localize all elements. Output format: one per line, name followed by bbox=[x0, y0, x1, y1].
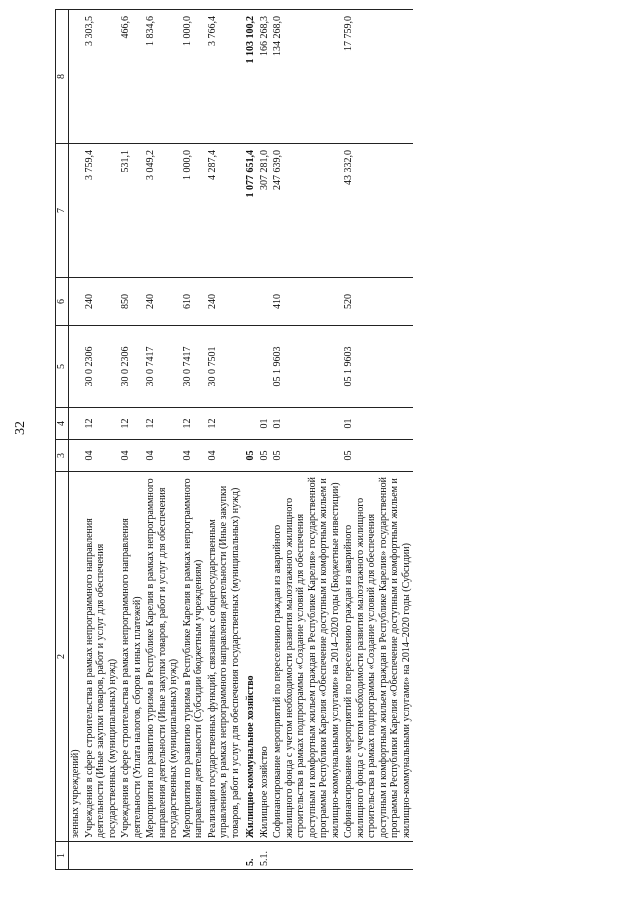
subsection-code bbox=[69, 408, 83, 440]
amount-col-8: 466,6 bbox=[119, 10, 144, 144]
row-number bbox=[83, 842, 120, 870]
target-article bbox=[258, 326, 272, 408]
amount-col-8: 134 268,0 bbox=[271, 10, 342, 144]
subsection-code: 12 bbox=[83, 408, 120, 440]
amount-col-7: 4 287,4 bbox=[206, 144, 243, 278]
section-code bbox=[69, 440, 83, 472]
target-article: 30 0 7417 bbox=[181, 326, 206, 408]
expense-type: 610 bbox=[181, 278, 206, 326]
amount-col-7: 307 281,0 bbox=[258, 144, 272, 278]
header-cell: 2 bbox=[56, 472, 69, 842]
header-cell: 4 bbox=[56, 408, 69, 440]
row-name: Мероприятия по развитию туризма в Республике Карелия в рамках непрограммного направления деятельности (Субсидии бюджетным учреждениям) bbox=[181, 472, 206, 842]
row-number bbox=[342, 842, 413, 870]
row-name: Учреждения в сфере строительства в рамках непрограммного направления деятельности (Иные закупки товаров, работ и услуг для обеспечения государственных (муниципальных) нужд) bbox=[83, 472, 120, 842]
row-name: Софинансирование мероприятий по переселению граждан из аварийного жилищного фонда с учетом необходимости развития малоэтажного жилищного строительства в рамках подпрограммы «Создание условий для обеспечения доступным и комфортным жильем граждан в Республике Карелия» государственной программы Республики Карелия «Обеспечение доступным и комфортным жильем и жилищно-коммунальными услугами» на 2014–2020 годы (Субсидии) bbox=[342, 472, 413, 842]
row-number bbox=[206, 842, 243, 870]
amount-col-7: 247 639,0 bbox=[271, 144, 342, 278]
section-code: 04 bbox=[206, 440, 243, 472]
table-row bbox=[69, 10, 83, 870]
budget-table bbox=[55, 9, 413, 870]
target-article: 30 0 2306 bbox=[83, 326, 120, 408]
subsection-code: 12 bbox=[119, 408, 144, 440]
amount-col-7: 3 759,4 bbox=[83, 144, 120, 278]
row-name: Жилищное хозяйство bbox=[258, 472, 272, 842]
row-number bbox=[181, 842, 206, 870]
amount-col-7: 1 000,0 bbox=[181, 144, 206, 278]
expense-type bbox=[69, 278, 83, 326]
target-article bbox=[69, 326, 83, 408]
target-article: 30 0 2306 bbox=[119, 326, 144, 408]
section-code: 04 bbox=[83, 440, 120, 472]
expense-type: 410 bbox=[271, 278, 342, 326]
table-row bbox=[119, 10, 144, 870]
expense-type: 520 bbox=[342, 278, 413, 326]
header-row bbox=[56, 10, 69, 870]
row-name: Софинансирование мероприятий по переселению граждан из аварийного жилищного фонда с учетом необходимости развития малоэтажного жилищного строительства в рамках подпрограммы «Создание условий для обеспечения доступным и комфортным жильем граждан в Республике Карелия» государственной программы Республики Карелия «Обеспечение доступным и комфортным жильем и жилищно-коммунальными услугами» на 2014–2020 годы (Бюджетные инвестиции) bbox=[271, 472, 342, 842]
subsection-code: 01 bbox=[271, 408, 342, 440]
target-article: 30 0 7417 bbox=[144, 326, 181, 408]
expense-type: 850 bbox=[119, 278, 144, 326]
target-article: 30 0 7501 bbox=[206, 326, 243, 408]
subsection-code: 12 bbox=[144, 408, 181, 440]
section-code: 05 bbox=[242, 440, 258, 472]
expense-type: 240 bbox=[144, 278, 181, 326]
header-cell: 1 bbox=[56, 842, 69, 870]
section-code: 05 bbox=[342, 440, 413, 472]
rotated-page bbox=[55, 10, 610, 870]
amount-col-7: 43 332,0 bbox=[342, 144, 413, 278]
amount-col-7: 1 077 651,4 bbox=[242, 144, 258, 278]
table-row bbox=[181, 10, 206, 870]
row-number bbox=[144, 842, 181, 870]
row-number bbox=[271, 842, 342, 870]
section-code: 04 bbox=[119, 440, 144, 472]
table-row bbox=[206, 10, 243, 870]
table-row bbox=[144, 10, 181, 870]
section-code: 05 bbox=[258, 440, 272, 472]
amount-col-8: 17 759,0 bbox=[342, 10, 413, 144]
amount-col-7: 3 049,2 bbox=[144, 144, 181, 278]
row-number: 5.1. bbox=[258, 842, 272, 870]
section-code: 04 bbox=[144, 440, 181, 472]
table-row bbox=[342, 10, 413, 870]
table-row bbox=[83, 10, 120, 870]
header-cell: 3 bbox=[56, 440, 69, 472]
page-number: 32 bbox=[13, 421, 28, 435]
row-name: Реализация государственных функций, связанных с общегосударственным управлением, в рамках непрограммного направления деятельности (Иные закупки товаров, работ и услуг для обеспечения государственных (муниципальных) нужд) bbox=[206, 472, 243, 842]
table-row bbox=[258, 10, 272, 870]
header-cell: 6 bbox=[56, 278, 69, 326]
section-code: 04 bbox=[181, 440, 206, 472]
header-cell: 7 bbox=[56, 144, 69, 278]
amount-col-8 bbox=[69, 10, 83, 144]
amount-col-8: 3 766,4 bbox=[206, 10, 243, 144]
expense-type: 240 bbox=[206, 278, 243, 326]
amount-col-8: 1 000,0 bbox=[181, 10, 206, 144]
row-number: 5. bbox=[242, 842, 258, 870]
target-article bbox=[242, 326, 258, 408]
row-name: зенных учреждений) bbox=[69, 472, 83, 842]
expense-type bbox=[242, 278, 258, 326]
expense-type bbox=[258, 278, 272, 326]
amount-col-8: 1 834,6 bbox=[144, 10, 181, 144]
row-name: Мероприятия по развитию туризма в Республике Карелия в рамках непрограммного направления деятельности (Иные закупки товаров, работ и услуг для обеспечения государственных (муниципальных) нужд) bbox=[144, 472, 181, 842]
row-number bbox=[69, 842, 83, 870]
row-number bbox=[119, 842, 144, 870]
amount-col-8: 166 268,3 bbox=[258, 10, 272, 144]
table-row bbox=[271, 10, 342, 870]
row-name: Жилищно-коммунальное хозяйство bbox=[242, 472, 258, 842]
subsection-code: 01 bbox=[258, 408, 272, 440]
subsection-code: 12 bbox=[181, 408, 206, 440]
target-article: 05 1 9603 bbox=[271, 326, 342, 408]
header-cell: 8 bbox=[56, 10, 69, 144]
amount-col-8: 1 103 100,2 bbox=[242, 10, 258, 144]
header-cell: 5 bbox=[56, 326, 69, 408]
amount-col-8: 3 303,5 bbox=[83, 10, 120, 144]
subsection-code: 12 bbox=[206, 408, 243, 440]
target-article: 05 1 9603 bbox=[342, 326, 413, 408]
subsection-code bbox=[242, 408, 258, 440]
expense-type: 240 bbox=[83, 278, 120, 326]
amount-col-7 bbox=[69, 144, 83, 278]
table-row bbox=[242, 10, 258, 870]
subsection-code: 01 bbox=[342, 408, 413, 440]
section-code: 05 bbox=[271, 440, 342, 472]
amount-col-7: 531,1 bbox=[119, 144, 144, 278]
row-name: Учреждения в сфере строительства в рамках непрограммного направления деятельности (Уплата налогов, сборов и иных платежей) bbox=[119, 472, 144, 842]
